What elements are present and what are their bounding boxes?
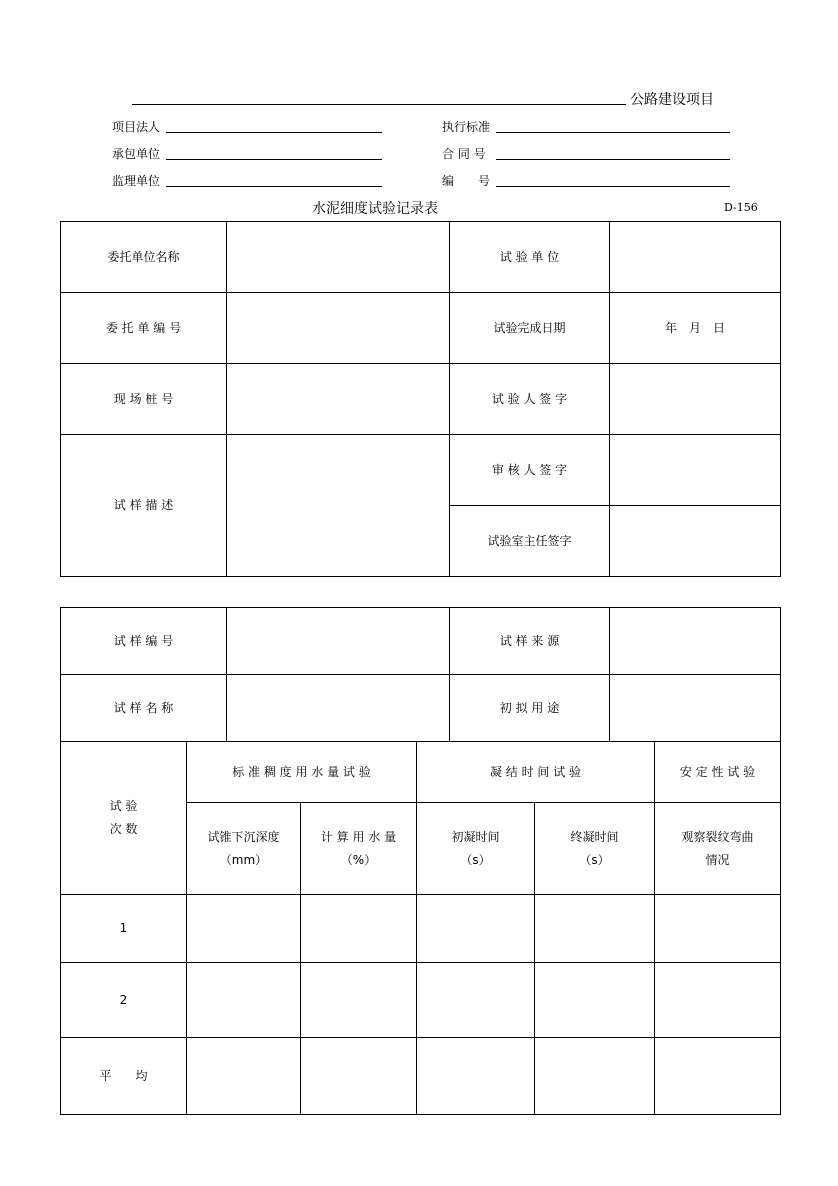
reviewer-sign-cell[interactable] bbox=[610, 435, 781, 506]
project-suffix: 公路建设项目 bbox=[630, 92, 714, 108]
sample-source-cell[interactable] bbox=[610, 608, 781, 675]
crack-observation-label: 观察裂纹弯曲 bbox=[681, 829, 754, 844]
data-cell[interactable] bbox=[655, 895, 781, 963]
table-row bbox=[61, 963, 781, 1038]
info-table bbox=[60, 221, 781, 577]
table-row bbox=[61, 1038, 781, 1115]
sample-no-label: 试 样 编 号 bbox=[61, 608, 227, 675]
intended-use-cell[interactable] bbox=[610, 675, 781, 742]
tester-sign-cell[interactable] bbox=[610, 364, 781, 435]
finish-date-label: 试验完成日期 bbox=[450, 293, 610, 364]
contractor-field[interactable] bbox=[166, 159, 382, 160]
form-code: D-156 bbox=[724, 201, 758, 214]
data-cell[interactable] bbox=[535, 963, 655, 1038]
finish-date-cell[interactable]: 年 月 日 bbox=[610, 293, 781, 364]
serial-no-field[interactable] bbox=[496, 186, 730, 187]
final-set-header bbox=[535, 803, 655, 895]
data-cell[interactable] bbox=[417, 963, 535, 1038]
trial-count-label-2: 次 数 bbox=[109, 822, 138, 836]
row-label: 2 bbox=[61, 963, 187, 1038]
trial-count-header bbox=[61, 742, 187, 895]
data-cell[interactable] bbox=[535, 895, 655, 963]
cone-depth-label: 试锥下沉深度 bbox=[207, 829, 280, 844]
sample-info-table bbox=[60, 607, 781, 742]
sample-name-cell[interactable] bbox=[227, 675, 450, 742]
station-cell[interactable] bbox=[227, 364, 450, 435]
sample-desc-cell[interactable] bbox=[227, 435, 450, 577]
data-cell[interactable] bbox=[655, 1038, 781, 1115]
data-cell[interactable] bbox=[655, 963, 781, 1038]
row-label: 平 均 bbox=[61, 1038, 187, 1115]
test-results-table bbox=[60, 741, 781, 1115]
contractor-label: 承包单位 bbox=[112, 147, 161, 161]
data-cell[interactable] bbox=[187, 1038, 301, 1115]
contract-no-field[interactable] bbox=[496, 159, 730, 160]
standard-field[interactable] bbox=[496, 132, 730, 133]
table-row bbox=[61, 895, 781, 963]
data-cell[interactable] bbox=[301, 1038, 417, 1115]
final-set-unit: （s） bbox=[579, 852, 610, 867]
sample-source-label: 试 样 来 源 bbox=[450, 608, 610, 675]
data-cell[interactable] bbox=[417, 895, 535, 963]
supervisor-field[interactable] bbox=[166, 186, 382, 187]
cone-depth-header bbox=[187, 803, 301, 895]
form-title: 水泥细度试验记录表 bbox=[312, 201, 438, 217]
crack-observation-header bbox=[655, 803, 781, 895]
sample-no-cell[interactable] bbox=[227, 608, 450, 675]
data-cell[interactable] bbox=[301, 895, 417, 963]
test-unit-label: 试 验 单 位 bbox=[450, 222, 610, 293]
director-sign-cell[interactable] bbox=[610, 506, 781, 577]
intended-use-label: 初 拟 用 途 bbox=[450, 675, 610, 742]
water-amount-unit: （%） bbox=[340, 852, 377, 867]
data-cell[interactable] bbox=[417, 1038, 535, 1115]
data-cell[interactable] bbox=[187, 963, 301, 1038]
initial-set-header bbox=[417, 803, 535, 895]
setting-group-header: 凝 结 时 间 试 验 bbox=[417, 742, 655, 803]
cone-depth-unit: （mm） bbox=[219, 852, 268, 867]
initial-set-label: 初凝时间 bbox=[451, 829, 500, 844]
sample-desc-label: 试 样 描 述 bbox=[61, 435, 227, 577]
client-name-label: 委托单位名称 bbox=[61, 222, 227, 293]
data-cell[interactable] bbox=[187, 895, 301, 963]
row-label: 1 bbox=[61, 895, 187, 963]
trial-count-label-1: 试 验 bbox=[109, 799, 138, 814]
director-sign-label: 试验室主任签字 bbox=[450, 506, 610, 577]
project-owner-field[interactable] bbox=[166, 132, 382, 133]
soundness-group-header: 安 定 性 试 验 bbox=[655, 742, 781, 803]
project-owner-label: 项目法人 bbox=[112, 120, 161, 134]
serial-no-label: 编 号 bbox=[442, 174, 491, 188]
order-no-label: 委 托 单 编 号 bbox=[61, 293, 227, 364]
data-cell[interactable] bbox=[301, 963, 417, 1038]
station-label: 现 场 桩 号 bbox=[61, 364, 227, 435]
final-set-label: 终凝时间 bbox=[570, 829, 619, 844]
order-no-cell[interactable] bbox=[227, 293, 450, 364]
supervisor-label: 监理单位 bbox=[112, 174, 161, 188]
water-amount-label: 计 算 用 水 量 bbox=[320, 829, 397, 844]
project-name-line[interactable] bbox=[132, 104, 626, 105]
sample-name-label: 试 样 名 称 bbox=[61, 675, 227, 742]
contract-no-label: 合 同 号 bbox=[442, 147, 486, 161]
water-amount-header bbox=[301, 803, 417, 895]
reviewer-sign-label: 审 核 人 签 字 bbox=[450, 435, 610, 506]
data-cell[interactable] bbox=[535, 1038, 655, 1115]
client-name-cell[interactable] bbox=[227, 222, 450, 293]
tester-sign-label: 试 验 人 签 字 bbox=[450, 364, 610, 435]
consistency-group-header: 标 准 稠 度 用 水 量 试 验 bbox=[187, 742, 417, 803]
initial-set-unit: （s） bbox=[460, 852, 491, 867]
crack-observation-label-2: 情况 bbox=[705, 852, 730, 867]
test-unit-cell[interactable] bbox=[610, 222, 781, 293]
standard-label: 执行标准 bbox=[442, 120, 491, 134]
